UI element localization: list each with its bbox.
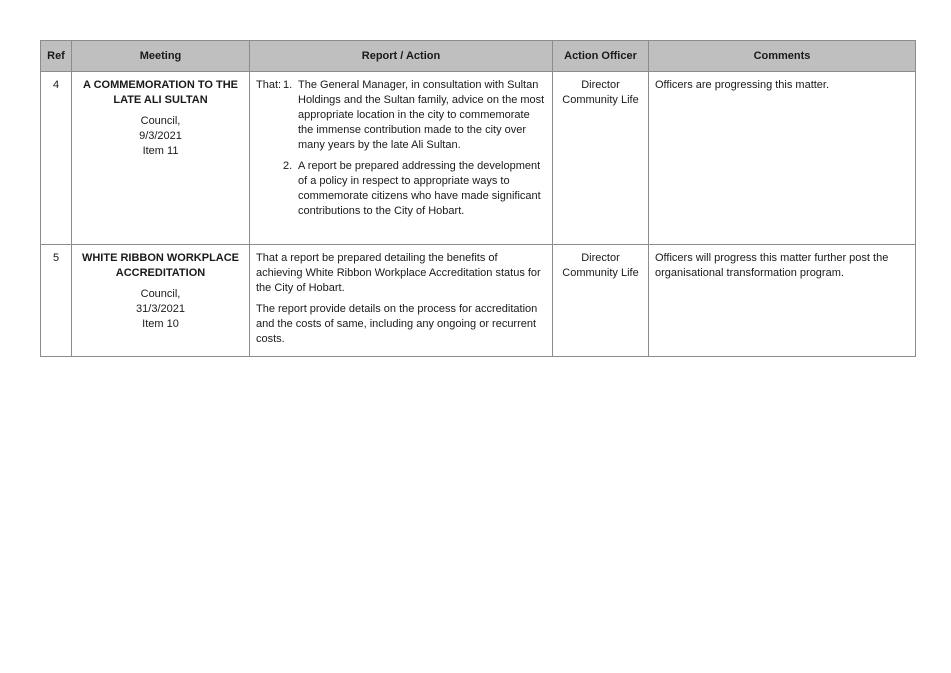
header-action-officer: Action Officer xyxy=(553,41,649,72)
meeting-date: 31/3/2021 xyxy=(136,303,185,315)
action-officer: Director Community Life xyxy=(553,72,649,245)
meeting-details xyxy=(78,287,243,332)
header-report-action: Report / Action xyxy=(250,41,553,72)
meeting-item: Item 11 xyxy=(142,145,179,157)
meeting-title: A COMMEMORATION TO THE LATE ALI SULTAN xyxy=(82,79,238,106)
report-cell xyxy=(250,245,553,357)
report-paragraph: The report provide details on the process for accreditation and the costs of same, including any ongoing or recurrent costs. xyxy=(256,303,538,345)
report-paragraph: That a report be prepared detailing the benefits of achieving White Ribbon Workplace Accreditation status for the City of Hobart. xyxy=(256,252,541,294)
action-table xyxy=(40,40,916,357)
report-cell xyxy=(250,72,553,245)
table-header-row xyxy=(41,41,916,72)
header-ref: Ref xyxy=(41,41,72,72)
document-page xyxy=(40,40,915,357)
report-prefix: That: xyxy=(256,79,282,91)
row-ref: 4 xyxy=(41,72,72,245)
list-number: 2. xyxy=(283,160,293,172)
meeting-body: Council, xyxy=(140,115,181,127)
comments-cell: Officers are progressing this matter. xyxy=(649,72,916,245)
meeting-details xyxy=(78,114,243,159)
list-number: 1. xyxy=(283,79,293,91)
meeting-body: Council, xyxy=(140,288,181,300)
row-ref: 5 xyxy=(41,245,72,357)
list-text: A report be prepared addressing the development of a policy in respect to appropriate ways to commemorate citizens who have made significant contributions to the City of Hobart. xyxy=(298,160,541,217)
meeting-item: Item 10 xyxy=(142,318,179,330)
meeting-cell xyxy=(72,72,250,245)
list-item xyxy=(256,159,546,219)
meeting-title: WHITE RIBBON WORKPLACE ACCREDITATION xyxy=(81,252,240,279)
comments-cell: Officers will progress this matter further post the organisational transformation program. xyxy=(649,245,916,357)
table-row xyxy=(41,72,916,245)
action-officer: Director Community Life xyxy=(553,245,649,357)
header-meeting: Meeting xyxy=(72,41,250,72)
list-text: The General Manager, in consultation with Sultan Holdings and the Sultan family, advice on the most appropriate location in the city to commemorate the immense contribution made to the city over many years by the late Ali Sultan. xyxy=(298,79,545,151)
meeting-cell xyxy=(72,245,250,357)
meeting-date: 9/3/2021 xyxy=(139,130,182,142)
report-list xyxy=(256,78,546,219)
table-row xyxy=(41,245,916,357)
list-item xyxy=(256,78,546,153)
header-comments: Comments xyxy=(649,41,916,72)
